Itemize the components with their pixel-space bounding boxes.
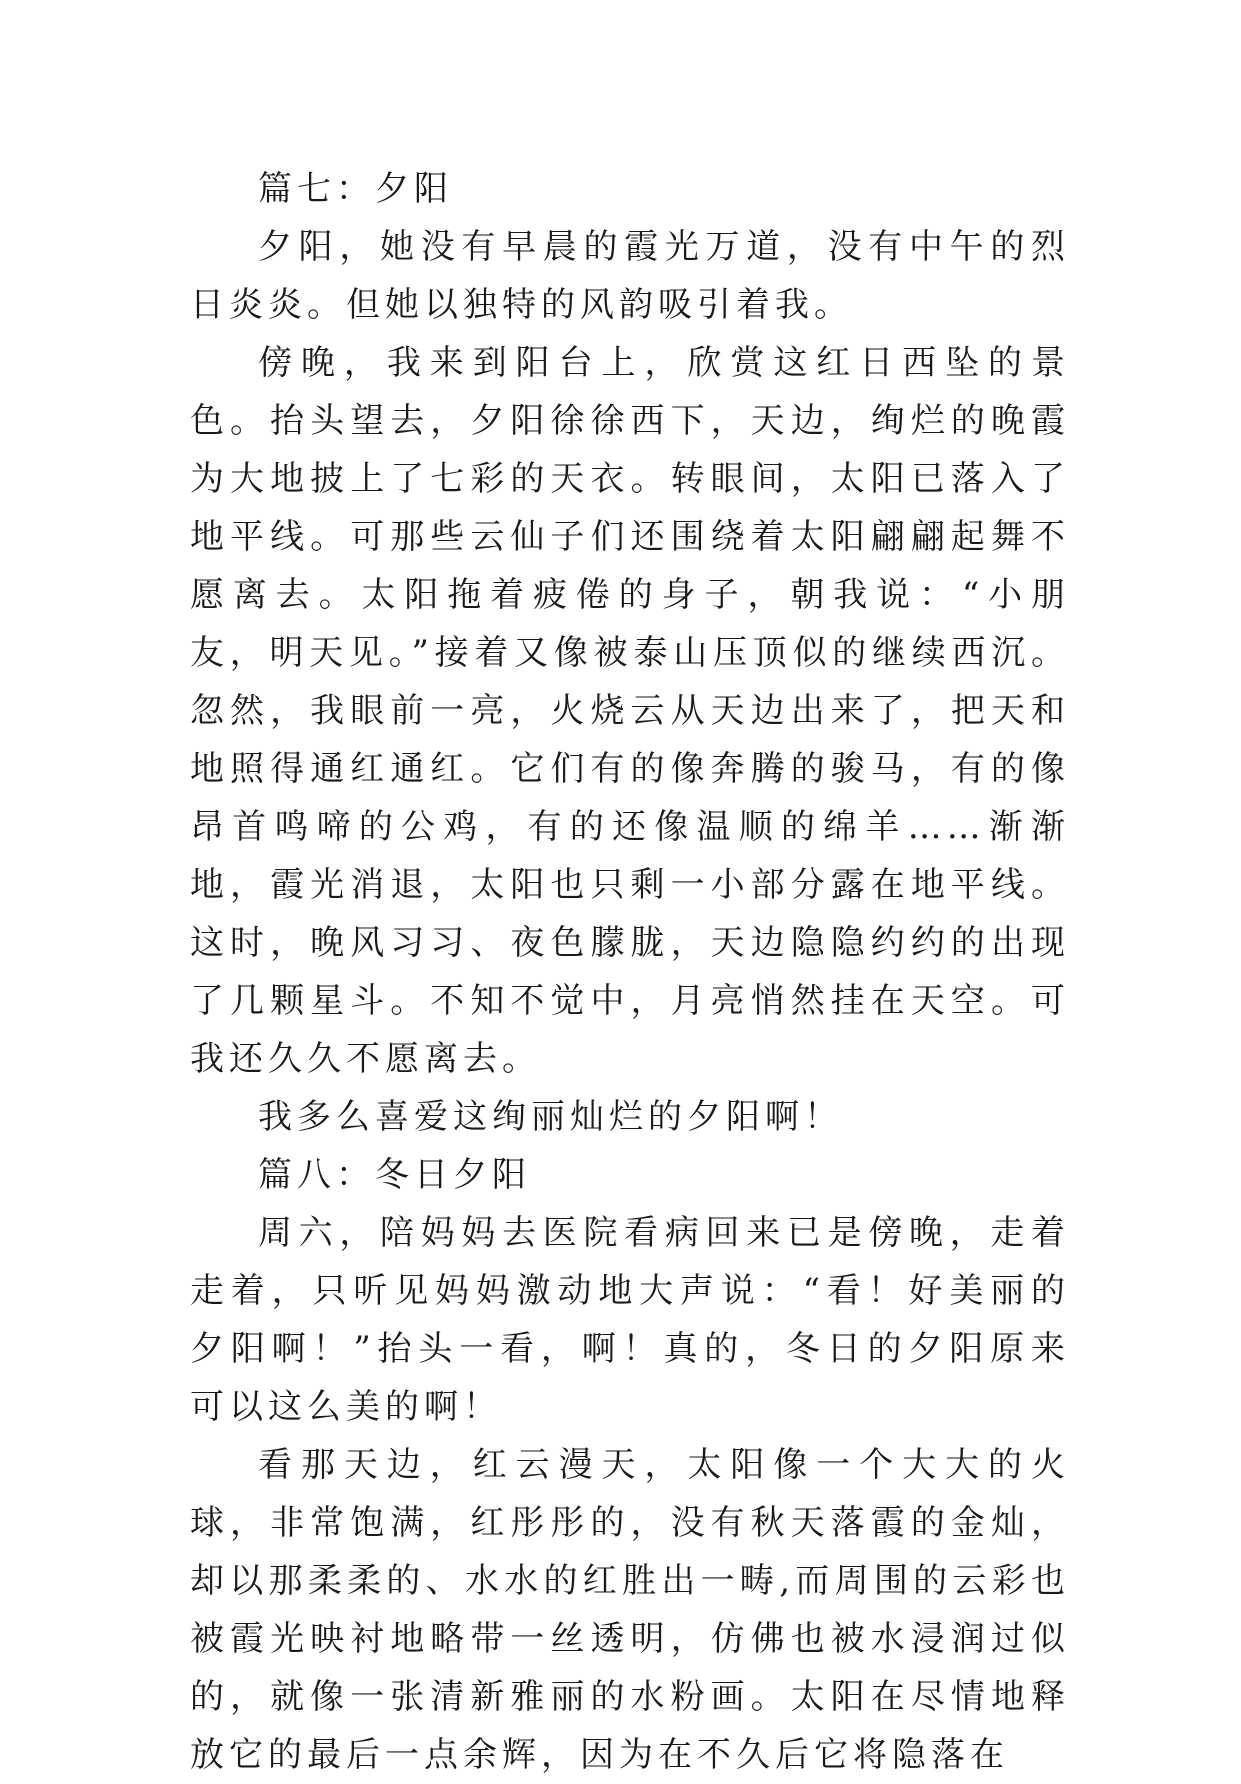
section-title: 篇八：冬日夕阳 xyxy=(258,1155,531,1195)
section-title: 篇七：夕阳 xyxy=(258,169,453,209)
paragraph: 周六，陪妈妈去医院看病回来已是傍晚，走着走着，只听见妈妈激动地大声说：“看！好美丽的夕阳啊！”抬头一看，啊！真的，冬日的夕阳原来可以这么美的啊！ xyxy=(190,1213,1070,1427)
paragraph: 夕阳，她没有早晨的霞光万道，没有中午的烈日炎炎。但她以独特的风韵吸引着我。 xyxy=(190,227,1070,325)
document-body xyxy=(190,160,1070,1784)
paragraph: 看那天边，红云漫天，太阳像一个大大的火球，非常饱满，红彤彤的，没有秋天落霞的金灿，却以那柔柔的、水水的红胜出一畴,而周围的云彩也被霞光映衬地略带一丝透明，仿佛也被水浸润过似的，就像一张清新雅丽的水粉画。太阳在尽情地释放它的最后一点余辉，因为在不久后它将隐落在 xyxy=(190,1445,1070,1775)
paragraph: 我多么喜爱这绚丽灿烂的夕阳啊！ xyxy=(258,1097,843,1137)
paragraph: 傍晚，我来到阳台上，欣赏这红日西坠的景色。抬头望去，夕阳徐徐西下，天边，绚烂的晚霞为大地披上了七彩的天衣。转眼间，太阳已落入了地平线。可那些云仙子们还围绕着太阳翩翩起舞不愿离去。太阳拖着疲倦的身子，朝我说：“小朋友，明天见。”接着又像被泰山压顶似的继续西沉。忽然，我眼前一亮，火烧云从天边出来了，把天和地照得通红通红。它们有的像奔腾的骏马，有的像昂首鸣啼的公鸡，有的还像温顺的绵羊……渐渐地，霞光消退，太阳也只剩一小部分露在地平线。这时，晚风习习、夜色朦胧，天边隐隐约约的出现了几颗星斗。不知不觉中，月亮悄然挂在天空。可我还久久不愿离去。 xyxy=(190,343,1070,1079)
